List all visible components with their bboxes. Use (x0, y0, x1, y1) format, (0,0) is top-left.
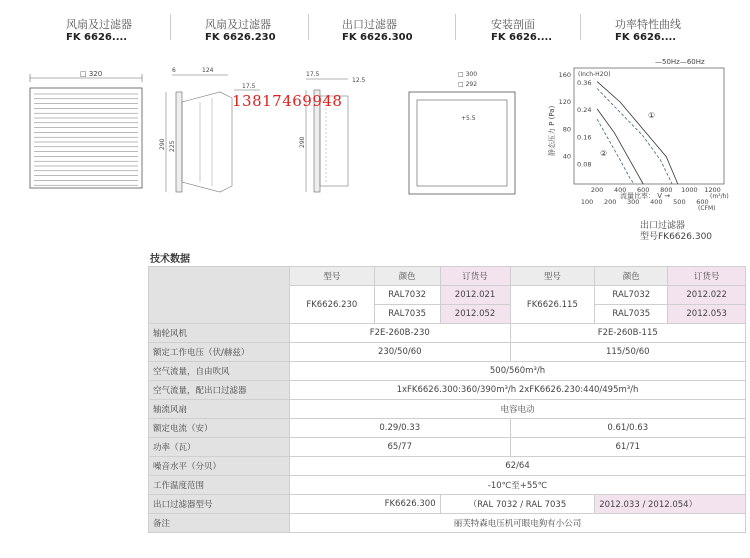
dim-label: 225 (169, 140, 176, 152)
chart-xlabel: 流量比率： V → (620, 192, 671, 200)
outlet-side-drawing (300, 62, 380, 197)
header-performance (615, 18, 681, 44)
inner-y-tick-label: 0.08 (577, 160, 592, 169)
color-cell: RAL7035 (374, 305, 440, 324)
header-title: 风扇及过滤器 (66, 18, 132, 31)
chart-caption (640, 221, 712, 243)
model-cell: FK6626.115 (510, 286, 595, 324)
table-row (149, 457, 746, 476)
value-cell: F2E-260B-230 (290, 324, 511, 343)
header-fan-filter-230 (205, 18, 276, 44)
header-model: FK 6626.... (491, 32, 553, 43)
chart-legend: —50Hz—60Hz (655, 58, 705, 66)
curve-label: ② (600, 149, 608, 158)
dim-label: 290 (299, 136, 306, 148)
chart-ylabel: 静态压力 P (Pa) (548, 105, 556, 156)
y-tick-label: 120 (558, 98, 571, 107)
x2-tick-label: 400 (650, 198, 663, 206)
value-cell: FK6626.300 (290, 495, 441, 514)
header-cutout (491, 18, 552, 44)
y-tick-label: 160 (558, 70, 571, 79)
header-divider (580, 14, 581, 40)
curve-label: ① (648, 111, 656, 120)
row-label: 空气流量，配出口过滤器 (149, 381, 290, 400)
performance-chart (540, 56, 748, 218)
dim-label: 17.5 (306, 71, 320, 78)
x-tick-label: 1000 (681, 186, 698, 194)
table-row (149, 419, 746, 438)
value-cell: 电容电动 (290, 400, 746, 419)
inner-y-tick-label: 0.16 (577, 133, 592, 142)
dim-label: □ 300 (458, 71, 478, 78)
header-model: FK 6626.230 (205, 32, 276, 43)
table-row (149, 381, 746, 400)
col-header: 颜色 (595, 267, 668, 286)
row-label: 轴流风扇 (149, 400, 290, 419)
header-divider (455, 14, 456, 40)
table-row (149, 495, 746, 514)
color-cell: RAL7032 (374, 286, 440, 305)
value-cell: 62/64 (290, 457, 746, 476)
dim-label: +5.5 (461, 115, 476, 122)
header-model: FK 6626.... (615, 32, 677, 43)
watermark: 13817469948 (232, 92, 343, 110)
value-cell: 500/560m³/h (290, 362, 746, 381)
value-cell: -10℃至+55℃ (290, 476, 746, 495)
header-model: FK 6626.... (66, 32, 128, 43)
row-label: 工作温度范围 (149, 476, 290, 495)
header-outlet-filter (342, 18, 413, 44)
table-row (149, 438, 746, 457)
section-title: 技术数据 (150, 254, 190, 265)
value-cell: （RAL 7032 / RAL 7035 (440, 495, 595, 514)
row-label: 功率（瓦） (149, 438, 290, 457)
model-cell: FK6626.230 (290, 286, 375, 324)
col-header: 订货号 (668, 267, 746, 286)
dim-label: 17.5 (242, 83, 256, 90)
chart-xunit2: (CFM) (698, 205, 716, 212)
row-label: 空气流量，自由吹风 (149, 362, 290, 381)
inner-y-tick-label: 0.36 (577, 78, 592, 87)
table-row (149, 343, 746, 362)
series-line (597, 109, 643, 184)
col-header: 订货号 (440, 267, 510, 286)
caption-line: 型号FK6626.300 (640, 232, 713, 242)
x-tick-label: 1200 (704, 186, 721, 194)
value-cell: 2012.033 / 2012.054） (595, 495, 746, 514)
x-tick-label: 800 (660, 186, 673, 194)
order-cell: 2012.021 (440, 286, 510, 305)
order-cell: 2012.053 (668, 305, 746, 324)
dim-label: 124 (202, 67, 214, 74)
x-tick-label: 600 (637, 186, 650, 194)
row-label: 噪音水平（分贝） (149, 457, 290, 476)
col-header: 颜色 (374, 267, 440, 286)
header-divider (308, 14, 309, 40)
spec-table (148, 266, 746, 533)
header-title: 功率特性曲线 (615, 18, 681, 31)
row-label: 出口过滤器型号 (149, 495, 290, 514)
dim-label: 6 (172, 67, 176, 74)
table-header-row (149, 267, 746, 286)
x-tick-label: 400 (613, 186, 627, 194)
order-cell: 2012.022 (668, 286, 746, 305)
dim-label: 12.5 (352, 77, 366, 84)
blank-cell (149, 267, 290, 324)
color-cell: RAL7035 (595, 305, 668, 324)
value-cell: 0.29/0.33 (290, 419, 511, 438)
order-cell: 2012.052 (440, 305, 510, 324)
table-row (149, 362, 746, 381)
table-row (149, 324, 746, 343)
table-row (149, 514, 746, 533)
y-tick-label: 40 (562, 152, 571, 161)
x2-tick-label: 500 (673, 198, 686, 206)
value-cell: F2E-260B-115 (510, 324, 745, 343)
y-tick-label: 80 (562, 125, 571, 134)
col-header: 型号 (510, 267, 595, 286)
series-line (597, 82, 678, 184)
header-fan-filter (66, 18, 132, 44)
x2-tick-label: 100 (580, 198, 594, 206)
color-cell: RAL7032 (595, 286, 668, 305)
table-row (149, 476, 746, 495)
value-cell: 丽芙特森电压机可眼电狗有小公司 (290, 514, 746, 533)
chart-inner-unit: (Inch-H2O) (578, 71, 611, 78)
dim-label: □ 292 (458, 81, 478, 88)
table-row (149, 400, 746, 419)
inner-y-tick-label: 0.24 (577, 106, 592, 115)
x2-tick-label: 200 (603, 198, 617, 206)
front-view-drawing (20, 62, 145, 192)
series-line (597, 89, 672, 185)
value-cell: 1xFK6626.300:360/390m³/h 2xFK6626.230:440/495m³/h (290, 381, 746, 400)
col-header: 型号 (290, 267, 375, 286)
side-view-drawing (160, 62, 270, 197)
value-cell: 65/77 (290, 438, 511, 457)
value-cell: 0.61/0.63 (510, 419, 745, 438)
dim-label: 290 (159, 138, 166, 150)
chart-xunit: (m³/h) (710, 193, 729, 200)
value-cell: 115/50/60 (510, 343, 745, 362)
value-cell: 230/50/60 (290, 343, 511, 362)
x2-tick-label: 600 (696, 198, 709, 206)
x-tick-label: 200 (590, 186, 604, 194)
header-title: 安装剖面 (491, 18, 535, 31)
cutout-drawing (403, 62, 523, 197)
header-title: 风扇及过滤器 (205, 18, 271, 31)
row-label: 轴轮风机 (149, 324, 290, 343)
header-divider (170, 14, 171, 40)
row-label: 备注 (149, 514, 290, 533)
header-title: 出口过滤器 (342, 18, 397, 31)
row-label: 额定电流（安） (149, 419, 290, 438)
caption-line: 出口过滤器 (640, 221, 686, 231)
row-label: 额定工作电压（伏/赫兹） (149, 343, 290, 362)
x2-tick-label: 300 (627, 198, 640, 206)
header-model: FK 6626.300 (342, 32, 413, 43)
value-cell: 61/71 (510, 438, 745, 457)
front-dim-label: □ 320 (80, 70, 103, 78)
